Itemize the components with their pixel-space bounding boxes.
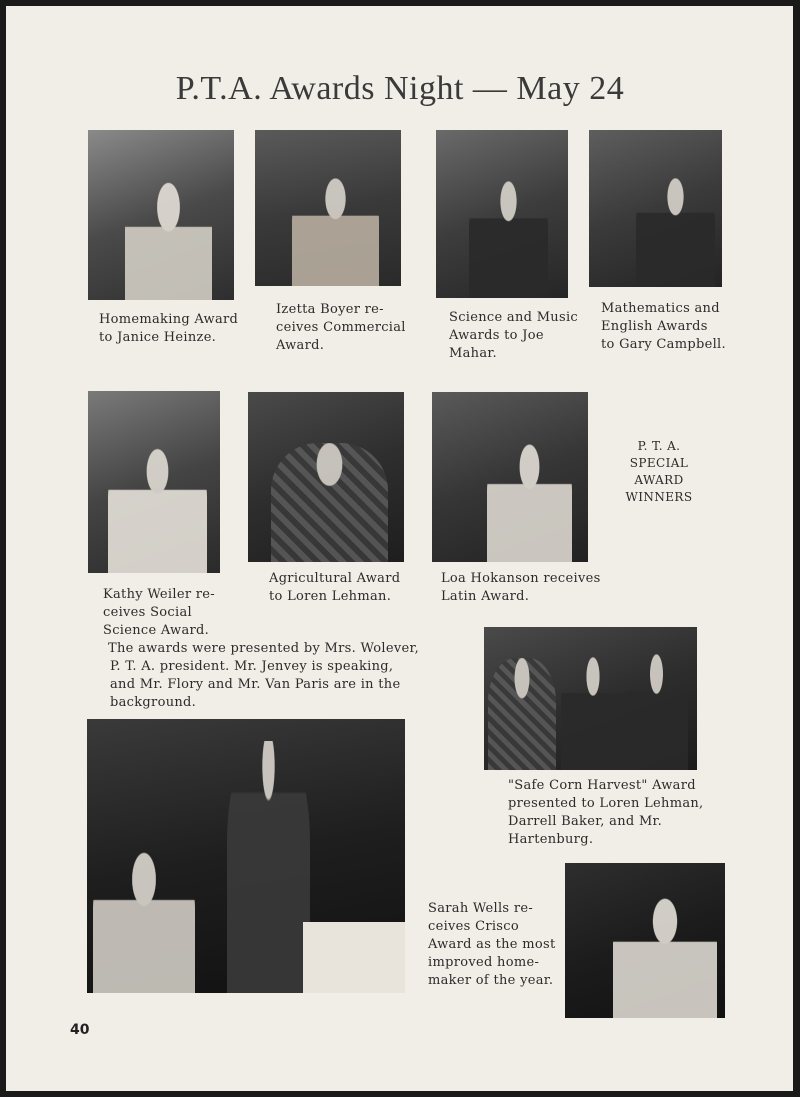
photo-kathy-weiler [88, 391, 220, 573]
photo-izetta-boyer [255, 130, 401, 286]
caption-gary-campbell: Mathematics and English Awards to Gary Campbell. [601, 301, 726, 352]
caption-loren-lehman: Agricultural Award to Loren Lehman. [269, 571, 401, 604]
caption-kathy-weiler: Kathy Weiler re- ceives Social Science Award. [103, 587, 215, 638]
photo-mr-jenvey-speaking [87, 719, 405, 993]
photo-loa-hokanson [432, 392, 588, 562]
caption-joe-mahar: Science and Music Awards to Joe Mahar. [449, 310, 578, 361]
caption-sarah-wells: Sarah Wells re- ceives Crisco Award as the most improved home- maker of the year. [428, 901, 556, 988]
caption-izetta-boyer: Izetta Boyer re- ceives Commercial Award. [276, 302, 406, 353]
photo-janice-heinze [88, 130, 234, 300]
caption-awards-presented: The awards were presented by Mrs. Wolever, P. T. A. president. Mr. Jenvey is speaking, and Mr. Flory and Mr. Van Paris are in the background. [108, 641, 420, 710]
photo-loren-lehman [248, 392, 404, 562]
caption-loa-hokanson: Loa Hokanson receives Latin Award. [441, 571, 601, 604]
caption-safe-corn-harvest: "Safe Corn Harvest" Award presented to Loren Lehman, Darrell Baker, and Mr. Hartenburg. [508, 778, 704, 847]
page-number: 40 [70, 1022, 90, 1038]
photo-joe-mahar [436, 130, 568, 298]
special-award-winners-label: P. T. A. SPECIAL AWARD WINNERS [625, 439, 693, 504]
page-title: P.T.A. Awards Night — May 24 [175, 70, 625, 107]
photo-sarah-wells [565, 863, 725, 1018]
photo-gary-campbell [589, 130, 722, 287]
photo-safe-corn-harvest [484, 627, 697, 770]
caption-janice-heinze: Homemaking Award to Janice Heinze. [99, 312, 239, 345]
